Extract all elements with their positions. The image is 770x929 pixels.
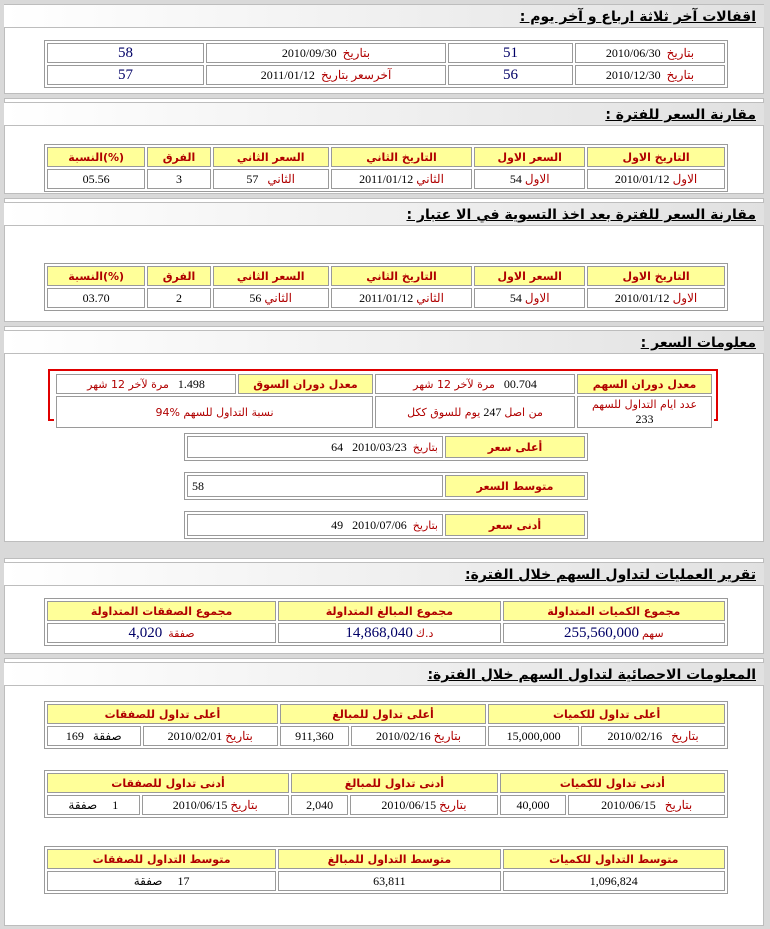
table-row: معدل دوران السهم 00.704 مرة لآخر 12 شهر معدل دوران السوق 1.498 مرة لآخر 12 شهر [56,374,712,394]
table-row: 1,096,824 63,811 17 صفقة [47,871,725,891]
table-row: عدد ايام التداول للسهم 233 من اصل 247 يوم للسوق ككل نسبة التداول للسهم %94 [56,396,712,428]
table-row: سهم 255,560,000 د.ك 14,868,040 صفقة 4,020 [47,623,725,643]
table-row: متوسط السعر 58 [187,475,585,497]
table-header-row: أدنى تداول للكميات أدنى تداول للمبالغ أدنى تداول للصفقات [47,773,725,793]
compare1-title: مقارنة السعر للفترة : [605,107,756,123]
turnover-table [54,372,714,430]
table-row: بتاريخ 2010/06/15 40,000 بتاريخ 2010/06/15 2,040 بتاريخ 2010/06/15 1 صفقة [47,795,725,815]
compare1-table [44,144,728,192]
table-row: أعلى سعر بتاريخ 2010/03/23 64 [187,436,585,458]
table-row: بتاريخ 2010/12/30 56 آخرسعر بتاريخ 2011/01/12 57 [47,65,725,85]
table-row: أدنى سعر بتاريخ 2010/07/06 49 [187,514,585,536]
stats-low-table [44,770,728,818]
compare2-title: مقارنة السعر للفترة بعد اخذ التسوية في الا عتبار : [406,207,756,223]
table-header-row: متوسط التداول للكميات متوسط التداول للمبالغ متوسط التداول للصفقات [47,849,725,869]
closes-table [44,40,728,88]
stats-header [4,662,764,686]
ops-header [4,562,764,586]
closes-header [4,4,764,28]
table-header-row: مجموع الكميات المتداولة مجموع المبالغ المتداولة مجموع الصفقات المتداولة [47,601,725,621]
avg-price-table [184,472,588,500]
table-row: الاول 2010/01/12 الاول 54 الثاني 2011/01/12 الثاني 57 3 05.56 [47,169,725,189]
table-row: بتاريخ 2010/02/16 15,000,000 بتاريخ 2010/02/16 911,360 بتاريخ 2010/02/01 صفقة 169 [47,726,725,746]
stats-avg-table [44,846,728,894]
priceinfo-header [4,330,764,354]
low-price-table [184,511,588,539]
priceinfo-title: معلومات السعر : [640,335,756,351]
stats-high-table [44,701,728,749]
ops-title: تقرير العمليات لتداول السهم خلال الفترة: [465,567,756,583]
closes-title: اقفالات آخر ثلاثة ارباع و آخر يوم : [519,9,756,25]
compare2-table [44,263,728,311]
compare2-header [4,202,764,226]
stats-title: المعلومات الاحصائية لتداول السهم خلال الفترة: [427,667,756,683]
table-header-row: التاريخ الاول السعر الاول التاريخ الثاني السعر الثاني الفرق (%)النسبة [47,147,725,167]
table-row: بتاريخ 2010/06/30 51 بتاريخ 2010/09/30 58 [47,43,725,63]
table-header-row: أعلى تداول للكميات أعلى تداول للمبالغ أعلى تداول للصفقات [47,704,725,724]
compare1-header [4,102,764,126]
ops-table [44,598,728,646]
table-header-row: التاريخ الاول السعر الاول التاريخ الثاني السعر الثاني الفرق (%)النسبة [47,266,725,286]
table-row: الاول 2010/01/12 الاول 54 الثاني 2011/01/12 الثاني 56 2 03.70 [47,288,725,308]
high-price-table [184,433,588,461]
